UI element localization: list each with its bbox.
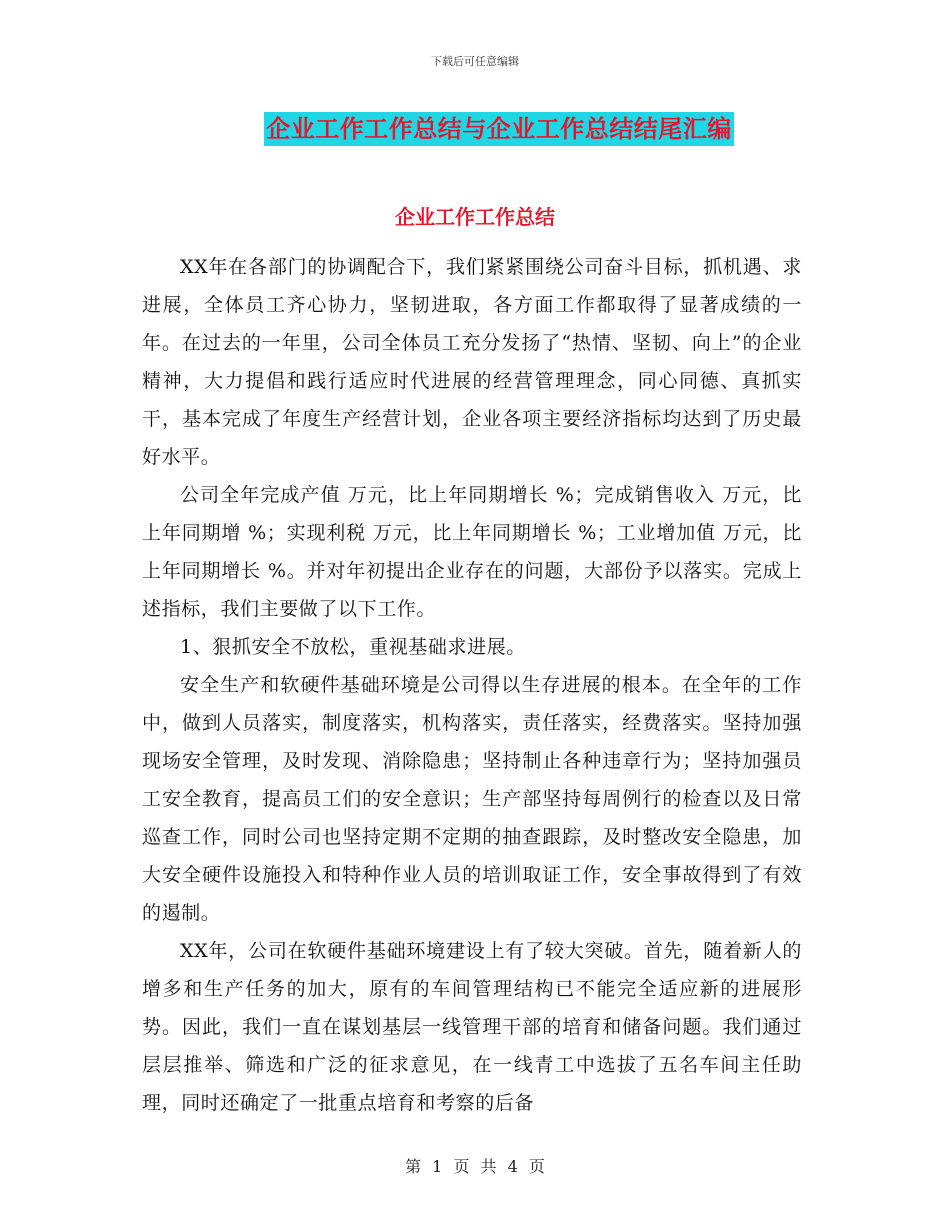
document-title-container [0,112,950,146]
paragraph-5: XX年，公司在软硬件基础环境建设上有了较大突破。首先，随着新人的增多和生产任务的加大，原有的车间管理结构已不能完全适应新的进展形势。因此，我们一直在谋划基层一线管理干部的培育和储备问题。我们通过层层推举、筛选和广泛的征求意见，在一线青工中选拔了五名车间主任助理，同时还确定了一批重点培育和考察的后备 [142,940,802,1114]
header-note: 下载后可任意编辑 [431,55,519,68]
page-footer: 第 1 页 共 4 页 [405,1157,545,1176]
paragraph-3: 1、狠抓安全不放松，重视基础求进展。 [180,636,526,658]
document-title: 企业工作工作总结与企业工作总结结尾汇编 [264,112,734,146]
paragraph-2: 公司全年完成产值 万元，比上年同期增长 %；完成销售收入 万元，比上年同期增 %；实现利税 万元，比上年同期增长 %；工业增加值 万元，比上年同期增长 %。并对年初提出企业存在的问题，大部份予以落实。完成上述指标，我们主要做了以下工作。 [142,484,802,620]
paragraph-1: XX年在各部门的协调配合下，我们紧紧围绕公司奋斗目标，抓机遇、求进展，全体员工齐心协力，坚韧进取，各方面工作都取得了显著成绩的一年。在过去的一年里，公司全体员工充分发扬了“热情、坚韧、向上”的企业精神，大力提倡和践行适应时代进展的经营管理理念，同心同德、真抓实干，基本完成了年度生产经营计划，企业各项主要经济指标均达到了历史最好水平。 [142,256,802,468]
section-title: 企业工作工作总结 [395,205,555,229]
paragraph-4: 安全生产和软硬件基础环境是公司得以生存进展的根本。在全年的工作中，做到人员落实，制度落实，机构落实，责任落实，经费落实。坚持加强现场安全管理，及时发现、消除隐患；坚持制止各种违章行为；坚持加强员工安全教育，提高员工们的安全意识；生产部坚持每周例行的检查以及日常巡查工作，同时公司也坚持定期不定期的抽查跟踪，及时整改安全隐患，加大安全硬件设施投入和特种作业人员的培训取证工作，安全事故得到了有效的遏制。 [142,674,802,924]
body-text [142,248,802,1122]
